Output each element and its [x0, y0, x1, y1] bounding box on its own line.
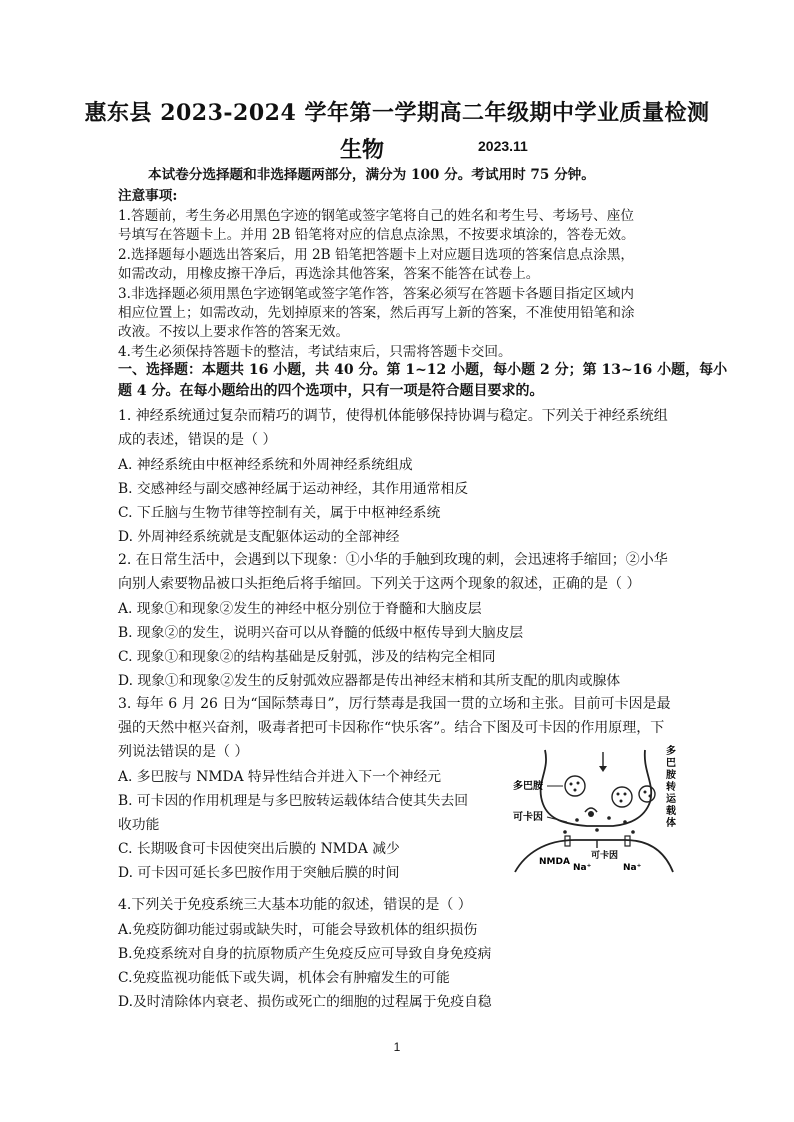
- notice-line: 如需改动，用橡皮擦干净后，再选涂其他答案，答案不能答在试卷上。: [118, 266, 540, 282]
- presynaptic-membrane: [541, 750, 652, 826]
- dopamine-dot: [624, 793, 627, 796]
- question-1-option-c: C. 下丘脑与生物节律等控制有关，属于中枢神经系统: [118, 505, 441, 521]
- dopamine-dot: [644, 791, 647, 794]
- synapse-diagram: [505, 742, 685, 880]
- impulse-arrowhead: [599, 766, 607, 772]
- question-3-option-b-continued: 收功能: [118, 817, 160, 833]
- question-2-option-c: C. 现象①和现象②的结构基础是反射弧，涉及的结构完全相同: [118, 649, 496, 665]
- notice-heading: 注意事项:: [118, 188, 178, 204]
- intro-text: 本试卷分选择题和非选择题两部分，满分为 100 分。考试用时 75 分钟。: [148, 167, 595, 183]
- transporter-label: 体: [666, 818, 676, 829]
- question-2-stem: 2. 在日常生活中，会遇到以下现象：①小华的手触到玫瑰的刺，会迅速将手缩回；②小华: [118, 552, 668, 568]
- question-1-option-b: B. 交感神经与副交感神经属于运动神经，其作用通常相反: [118, 481, 469, 497]
- cocaine-bottom-label: 可卡因: [591, 851, 619, 861]
- question-3-option-b: B. 可卡因的作用机理是与多巴胺转运载体结合使其失去回: [118, 793, 469, 809]
- notice-line: 1.答题前，考生务必用黑色字迹的钢笔或签字笔将自己的姓名和考生号、考场号、座位: [118, 208, 634, 224]
- question-3-stem: 强的天然中枢兴奋剂，吸毒者把可卡因称作“快乐客”。结合下图及可卡因的作用原理，下: [118, 720, 665, 736]
- transporter-label: 多: [666, 746, 676, 757]
- question-1-stem: 成的表述，错误的是（ ）: [118, 432, 277, 448]
- subject-title: 生物: [340, 137, 385, 163]
- dopamine-dot: [623, 820, 627, 824]
- dopamine-dot: [570, 783, 573, 786]
- notice-line: 相应位置上；如需改动，先划掉原来的答案，然后再写上新的答案，不准使用铅笔和涂: [118, 305, 635, 321]
- question-1-option-d: D. 外周神经系统就是支配躯体运动的全部神经: [118, 529, 400, 545]
- notice-line: 2.选择题每小题选出答案后，用 2B 铅笔把答题卡上对应题目选项的答案信息点涂黑，: [118, 247, 635, 263]
- notice-line: 4.考生必须保持答题卡的整洁，考试结束后，只需将答题卡交回。: [118, 344, 512, 360]
- question-3-stem: 列说法错误的是（ ）: [118, 744, 249, 760]
- question-4-stem: 4.下列关于免疫系统三大基本功能的叙述，错误的是（ ）: [118, 897, 472, 913]
- exam-title: 惠东县 2023-2024 学年第一学期高二年级期中学业质量检测: [84, 100, 710, 126]
- transporter-label: 胺: [666, 770, 676, 781]
- sodium-label: Na⁺: [573, 863, 592, 873]
- question-3-option-a: A. 多巴胺与 NMDA 特异性结合并进入下一个神经元: [118, 769, 442, 785]
- transporter-label: 转: [666, 782, 676, 793]
- question-2-option-b: B. 现象②的发生，说明兴奋可以从脊髓的低级中枢传导到大脑皮层: [118, 625, 524, 641]
- dopamine-dot: [595, 828, 599, 832]
- dopamine-dot: [563, 830, 567, 834]
- sodium-label: Na⁺: [623, 863, 642, 873]
- question-2-stem: 向别人索要物品被口头拒绝后将手缩回。下列关于这两个现象的叙述，正确的是（ ）: [118, 576, 641, 592]
- transporter-label: 运: [666, 794, 676, 805]
- question-3-stem: 3. 每年 6 月 26 日为“国际禁毒日”，厉行禁毒是我国一贯的立场和主张。目前可卡因是最: [118, 696, 671, 712]
- dopamine-dot: [607, 816, 611, 820]
- dopamine-dot: [575, 818, 579, 822]
- question-3-option-c: C. 长期吸食可卡因使突出后膜的 NMDA 减少: [118, 841, 400, 857]
- synaptic-vesicle: [565, 776, 585, 796]
- question-1-stem: 1. 神经系统通过复杂而精巧的调节，使得机体能够保持协调与稳定。下列关于神经系统组: [118, 408, 668, 424]
- synaptic-vesicle: [612, 787, 632, 807]
- synaptic-vesicle: [639, 786, 655, 802]
- question-4-option-b: B.免疫系统对自身的抗原物质产生免疫反应可导致自身免疫病: [118, 946, 492, 962]
- notice-line: 改液。不按以上要求作答的答案无效。: [118, 324, 350, 340]
- nmda-label: NMDA: [539, 857, 570, 867]
- page-number: 1: [393, 1040, 401, 1054]
- cocaine-molecule: [588, 811, 594, 817]
- section-heading: 题 4 分。在每小题给出的四个选项中，只有一项是符合题目要求的。: [118, 383, 544, 399]
- question-2-option-d: D. 现象①和现象②发生的反射弧效应器都是传出神经末梢和其所支配的肌肉或腺体: [118, 673, 621, 689]
- cocaine-label: 可卡因: [513, 812, 543, 823]
- dopamine-label: 多巴胺: [513, 781, 543, 792]
- dopamine-dot: [574, 789, 577, 792]
- transporter-label: 巴: [666, 758, 676, 769]
- notice-line: 号填写在答题卡上。并用 2B 铅笔将对应的信息点涂黑，不按要求填涂的，答卷无效。: [118, 227, 635, 243]
- question-4-option-a: A.免疫防御功能过弱或缺失时，可能会导致机体的组织损伤: [118, 922, 478, 938]
- question-4-option-d: D.及时清除体内衰老、损伤或死亡的细胞的过程属于免疫自稳: [118, 994, 492, 1010]
- question-3-option-d: D. 可卡因可延长多巴胺作用于突触后膜的时间: [118, 865, 400, 881]
- dopamine-dot: [620, 800, 623, 803]
- section-heading: 一、选择题：本题共 16 小题，共 40 分。第 1~12 小题，每小题 2 分；第 13~16 小题，每小: [118, 362, 728, 378]
- question-4-option-c: C.免疫监视功能低下或失调，机体会有肿瘤发生的可能: [118, 970, 450, 986]
- dopamine-dot: [617, 793, 620, 796]
- exam-date: 2023.11: [478, 138, 528, 154]
- dopamine-dot: [577, 782, 580, 785]
- question-2-option-a: A. 现象①和现象②发生的神经中枢分别位于脊髓和大脑皮层: [118, 601, 482, 617]
- label-leader: [547, 817, 567, 822]
- question-1-option-a: A. 神经系统由中枢神经系统和外周神经系统组成: [118, 457, 413, 473]
- transporter-label: 载: [666, 806, 676, 817]
- notice-line: 3.非选择题必须用黑色字迹钢笔或签字笔作答，答案必须写在答题卡各题目指定区域内: [118, 286, 634, 302]
- dopamine-dot: [649, 795, 652, 798]
- dopamine-dot: [631, 830, 635, 834]
